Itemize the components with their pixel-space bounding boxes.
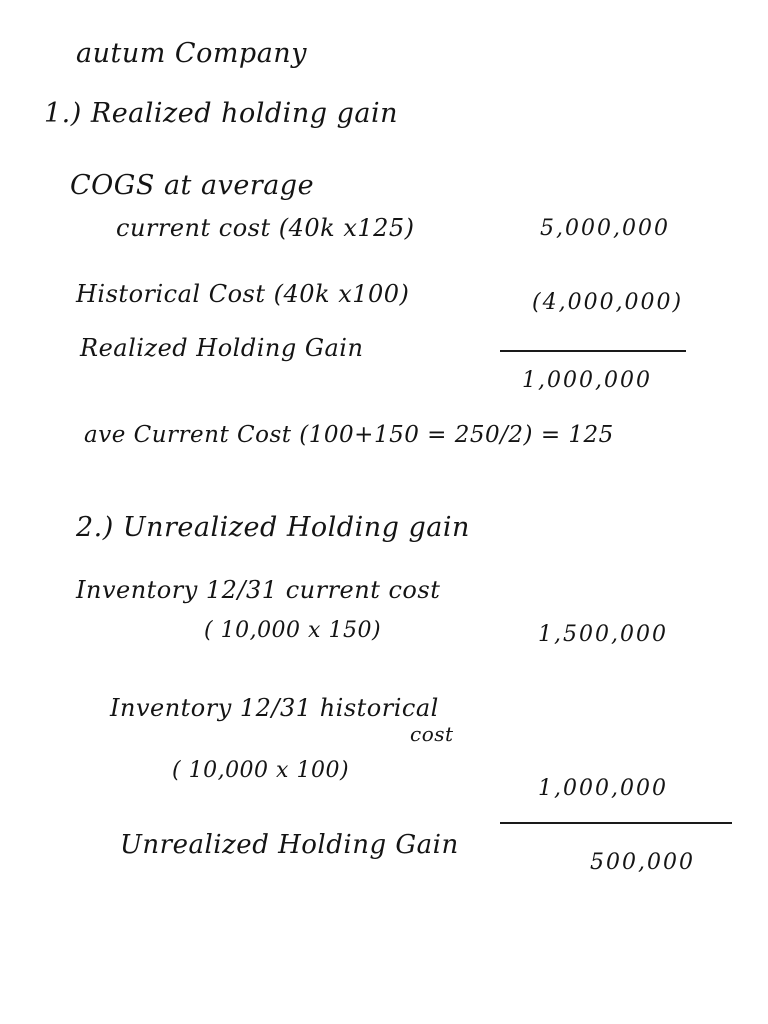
average-cost-note: ave Current Cost (100+150 = 250/2) = 125 — [84, 422, 614, 448]
historical-cost-value: (4,000,000) — [532, 290, 684, 315]
page-title: autum Company — [76, 38, 307, 69]
total-rule — [500, 350, 686, 352]
unrealized-gain-value: 500,000 — [590, 850, 695, 875]
unrealized-gain-label: Unrealized Holding Gain — [120, 830, 459, 860]
current-cost-value: 5,000,000 — [540, 216, 670, 241]
inventory-current-label: Inventory 12/31 current cost — [76, 576, 441, 604]
realized-gain-label: Realized Holding Gain — [80, 334, 364, 362]
inventory-historical-calc: ( 10,000 x 100) — [172, 758, 350, 783]
inventory-historical-value: 1,000,000 — [538, 776, 668, 801]
current-cost-label: current cost (40k x125) — [116, 214, 415, 242]
realized-gain-value: 1,000,000 — [522, 368, 652, 393]
inventory-historical-label-cont: cost — [410, 722, 454, 746]
section1-heading: 1.) Realized holding gain — [44, 98, 398, 129]
section2-heading: 2.) Unrealized Holding gain — [76, 512, 470, 543]
cogs-label: COGS at average — [70, 170, 315, 201]
inventory-current-value: 1,500,000 — [538, 622, 668, 647]
total-rule-2 — [500, 822, 732, 824]
historical-cost-label: Historical Cost (40k x100) — [76, 280, 410, 308]
inventory-current-calc: ( 10,000 x 150) — [204, 618, 382, 643]
inventory-historical-label: Inventory 12/31 historical — [110, 694, 439, 722]
